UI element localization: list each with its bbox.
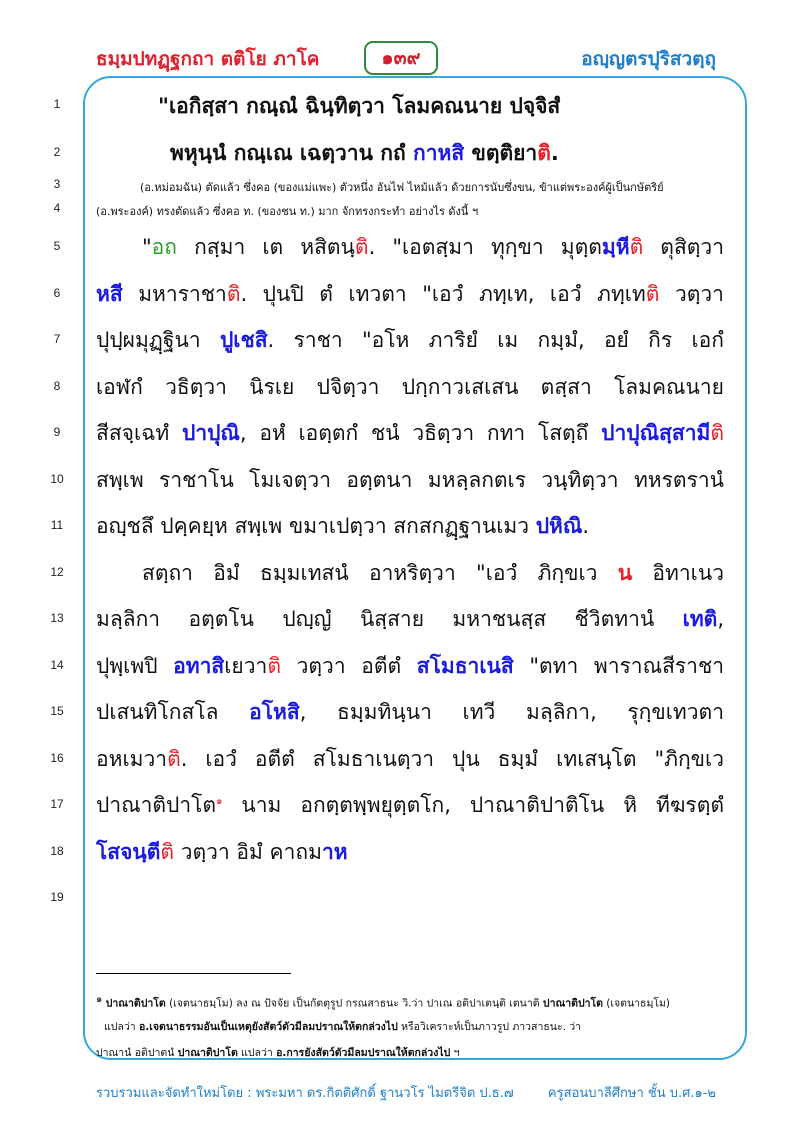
footer-compiler: รวบรวมและจัดทำใหม่โดย : พระมหา ดร.กิตติศักดิ์ ฐานวโร ไมตรีจิต ป.ธ.๗ <box>96 1086 514 1101</box>
line-number: 18 <box>50 844 64 858</box>
text-line-10: สพฺเพ ราชาโน โมเจตฺวา อตฺตนา มหลฺลกตเร วนฺทิตฺวา ทหรตรานํ <box>96 468 724 492</box>
line-number: 17 <box>50 797 64 811</box>
text-line-15: ปเสนทิโกสโล อโหสิ, ธมฺมทินฺนา เทวี มลฺลิกา, รุกฺขเทวตา <box>96 700 724 724</box>
line-number: 4 <box>53 201 61 215</box>
text-line-5: "อถ กสฺมา เต หสิตนฺติ. "เอตสฺมา ทุกฺขา มุตฺตมฺหีติ ตุสิตฺวา <box>142 235 724 259</box>
text-line-6: หสี มหาราชาติ. ปุนปิ ตํ เทวตา "เอวํ ภทฺเท, เอวํ ภทฺเทติ วตฺวา <box>96 282 724 306</box>
text-line-7: ปุปฺผมุฏฺฐินา ปูเชสิ. ราชา "อโห ภาริยํ เม กมฺมํ, อยํ กิร เอกํ <box>96 328 724 352</box>
text-line-18: โสจนฺตีติ วตฺวา อิมํ คาถมาห <box>96 840 348 864</box>
line-number: 11 <box>50 518 64 532</box>
line-number: 5 <box>53 239 61 253</box>
verse-line-2: พหุนฺนํ กณฺเณ เฉตฺวาน กถํ กาหสิ ขตฺติยาติ. <box>170 141 559 165</box>
text-line-16: อหเมวาติ. เอวํ อตีตํ สโมธาเนตฺวา ปุน ธมฺมํ เทเสนฺโต "ภิกฺขเว <box>96 747 724 771</box>
footnote-line-3: ปาณานํ อติปาตนํ ปาณาติปาโต แปลว่า อ.การยังสัตว์ตัวมีลมปราณให้ตกล่วงไป ฯ <box>96 1047 460 1059</box>
line-number: 3 <box>53 177 61 191</box>
footnote-line-2: แปลว่า อ.เจตนาธรรมอันเป็นเหตุยังสัตว์ตัวมีลมปราณให้ตกล่วงไป หรือวิเคราะห์เป็นภาวรูป ภาวสาธนะ. ว่า <box>104 1021 582 1033</box>
text-line-17: ปาณาติปาโต$^๑$ นาม อกตฺตพฺพยุตฺตโก, ปาณาติปาติโน หิ ทีฆรตฺตํ <box>96 793 724 817</box>
footnote-line-1: ๑ ปาณาติปาโต (เจตนาธมฺโม) ลง ณ ปัจจัย เป็นกัตตุรูป กรณสาธนะ วิ.ว่า ปาเณ อติปาเตนฺติ เตนาติ ปาณาติปาโต (เจตนาธมฺโม) <box>96 994 671 1010</box>
line-number: 15 <box>50 704 64 718</box>
translation-line-3: (อ.หม่อมฉัน) ตัดแล้ว ซึ่งคอ (ของแม่แพะ) ตัวหนึ่ง อันไฟ ไหม้แล้ว ด้วยการนับซึ่งขน, ข้าแต่พระองค์ผู้เป็นกษัตริย์ <box>140 181 664 194</box>
translation-line-4: (อ.พระองค์) ทรงตัดแล้ว ซึ่งคอ ท. (ของชน ท.) มาก จักทรงกระทำ อย่างไร ดังนี้ ฯ <box>96 205 479 218</box>
text-line-8: เอฬกํ วธิตฺวา นิรเย ปจิตฺวา ปกฺกาวเสเสน ตสฺสา โลมคณนาย <box>96 375 724 399</box>
text-line-14: ปุพฺเพปิ อทาสิเยวาติ วตฺวา อตีตํ สโมธาเนสิ "ตทา พาราณสีราชา <box>96 654 724 678</box>
line-number: 8 <box>53 379 61 393</box>
page-number: ๑๓๙ <box>364 41 438 75</box>
line-number: 12 <box>50 565 64 579</box>
text-line-12: สตฺถา อิมํ ธมฺมเทสนํ อาหริตฺวา "เอวํ ภิกฺขเว น อิทาเนว <box>142 561 724 585</box>
line-number: 16 <box>50 751 64 765</box>
book-title: ธมฺมปทฏฺฐกถา ตติโย ภาโค <box>96 48 320 70</box>
footnote-marker[interactable]: ๑ <box>216 796 223 807</box>
verse-line-1: "เอกิสฺสา กณฺณํ ฉินฺทิตฺวา โลมคณนาย ปจฺจิสํ <box>158 94 561 118</box>
line-number: 13 <box>50 611 64 625</box>
text-line-9: สีสจฺเฉทํ ปาปุณิ, อหํ เอตฺตกํ ชนํ วธิตฺวา กทา โสตฺถึ ปาปุณิสฺสามีติ <box>96 421 724 445</box>
footer-course: ครูสอนบาลีศึกษา ชั้น บ.ศ.๑-๒ <box>547 1086 716 1101</box>
line-number: 19 <box>50 890 64 904</box>
line-number: 7 <box>53 332 61 346</box>
line-number: 14 <box>50 658 64 672</box>
line-number: 2 <box>53 145 61 159</box>
story-title: อญฺญตรปุริสวตฺถุ <box>581 48 716 70</box>
line-number: 9 <box>53 425 61 439</box>
text-line-13: มลฺลิกา อตฺตโน ปญฺญํ นิสฺสาย มหาชนสฺส ชีวิตทานํ เทติ, <box>96 607 724 631</box>
line-number: 6 <box>53 286 61 300</box>
line-number: 1 <box>53 97 61 111</box>
line-number: 10 <box>50 472 64 486</box>
text-line-11: อญฺชลึ ปคฺคยฺห สพฺเพ ขมาเปตฺวา สกสกฏฺฐานเมว ปหิณิ. <box>96 514 590 538</box>
footnote-separator <box>96 973 291 974</box>
